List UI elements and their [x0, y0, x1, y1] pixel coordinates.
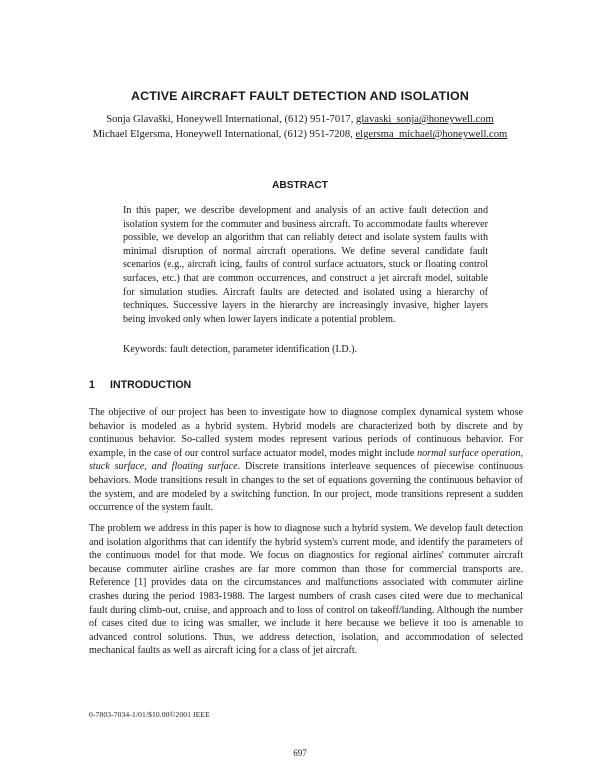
author-info: Michael Elgersma, Honeywell International, (612) 951-7208,	[92, 129, 356, 140]
paragraph-text: The objective of our project has been to investigate how to diagnose complex dynamical system whose behavior is modeled as a hybrid system. Hybrid models are characterized both by discrete and by continuous behavior. So-called system modes represent various periods of continuous behavior. For example, in the case of our control surface actuator model, modes might include	[89, 407, 523, 459]
author-line	[0, 112, 600, 127]
copyright-notice: 0-7803-7034-1/01/$10.00©2001 IEEE	[89, 710, 210, 719]
page-number: 697	[293, 748, 307, 758]
section-title: INTRODUCTION	[110, 379, 192, 391]
paragraph-text: . Discrete transitions interleave sequences of piecewise continuous behaviors. Mode transitions result in changes to the set of equations governing the continuous behavior of the system, and are modeled by a switching function. In our project, mode transitions represent a sudden occurrence of the system fault.	[89, 461, 523, 514]
section-heading	[89, 379, 191, 391]
paper-title: ACTIVE AIRCRAFT FAULT DETECTION AND ISOLATION	[130, 89, 470, 103]
paragraph-italic-text: normal surface operation, stuck surface, and floating surface	[89, 447, 523, 473]
section-number: 1	[89, 379, 95, 391]
body-paragraph	[89, 406, 523, 515]
author-info: Sonja Glavaški, Honeywell International, (612) 951-7017,	[106, 114, 357, 125]
author-block	[0, 112, 600, 142]
abstract-text: In this paper, we describe development and analysis of an active fault detection and isolation system for the commuter and business aircraft. To accommodate faults wherever possible, we develop an algorithm that can reliably detect and isolate system faults with minimal disruption of normal aircraft operations. We define several candidate fault scenarios (e.g., aircraft icing, faults of control surface actuators, stuck or floating control surfaces, etc.) that are common occurrences, and construct a jet aircraft model, suitable for simulation studies. Aircraft faults are detected and isolated using a hierarchy of techniques. Successive layers in the hierarchy are increasingly invasive, higher layers being invoked only when lower layers indicate a potential problem.	[123, 205, 488, 325]
abstract-heading: ABSTRACT	[271, 180, 329, 191]
body-paragraph: The problem we address in this paper is how to diagnose such a hybrid system. We develop fault detection and isolation algorithms that can identify the hybrid system's current mode, and identify the parameters of the continuous model for that mode. We focus on diagnostics for regional airlines' commuter aircraft because commuter airline crashes are far more common than those for commercial transports are. Reference [1] provides data on the circumstances and malfunctions associated with commuter airline crashes during the period 1983-1988. The largest numbers of crash cases cited were due to mechanical fault during climb-out, cruise, and approach and to loss of control on takeoff/landing. Although the number of cases cited due to icing was smaller, we include it here because we believe it too is amenable to advanced control solutions. Thus, we address detection, isolation, and accommodation of selected mechanical faults as well as aircraft icing for a class of jet aircraft.	[89, 523, 523, 657]
author-line	[0, 127, 600, 142]
author-email[interactable]: elgersma_michael@honeywell.com	[355, 129, 508, 140]
keywords: Keywords: fault detection, parameter identification (I.D.).	[123, 344, 358, 355]
author-email[interactable]: glavaski_sonja@honeywell.com	[356, 114, 494, 125]
